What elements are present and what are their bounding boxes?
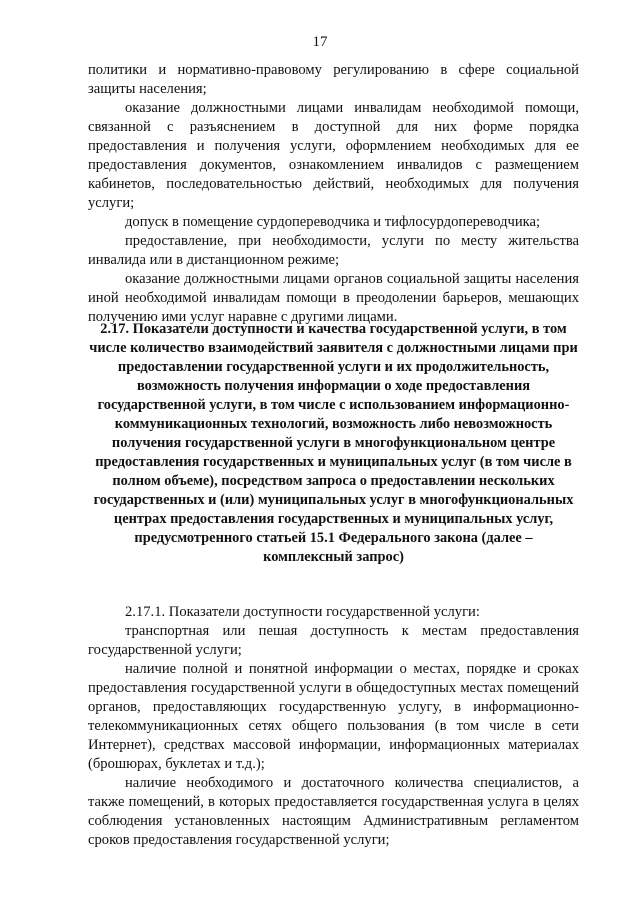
paragraph-sign-language: допуск в помещение сурдопереводчика и тифлосурдопереводчика; [125,214,541,230]
section-heading: 2.17. Показатели доступности и качества государственной услуги, в том числе количество взаимодействий заявителя с должностными лицами при предоставлении государственной услуги и их продолжительность, возможность получения информации о ходе предоставления государственной услуги, в том числе с использованием информационно-коммуникационных технологий, возможность либо невозможность получения государственной услуги в многофункциональном центре предоставления государственных и муниципальных услуг (в том числе в полном объеме), посредством запроса о предоставлении нескольких государственных и (или) муниципальных услуг в многофункциональных центрах предоставления государственных и муниципальных услуг, предусмотренного статьей 15.1 Федерального закона (далее – комплексный запрос) [89,321,578,565]
bottom-text-section [88,603,579,850]
top-text-section [88,61,579,327]
paragraph-specialists: наличие необходимого и достаточного количества специалистов, а также помещений, в которых предоставляется государственная услуга в целях соблюдения установленных настоящим Административным регламентом сроков предоставления государственной услуги; [88,775,579,848]
paragraph-other-help: оказание должностными лицами органов социальной защиты населения иной необходимой инвалидам помощи в преодолении барьеров, мешающих получению ими услуг наравне с другими лицами. [88,271,579,325]
paragraph-transport: транспортная или пешая доступность к местам предоставления государственной услуги; [88,623,579,658]
paragraph-remote-service: предоставление, при необходимости, услуги по месту жительства инвалида или в дистанционном режиме; [88,233,579,268]
paragraph-continuation: политики и нормативно-правовому регулированию в сфере социальной защиты населения; [88,62,579,97]
subsection-heading: 2.17.1. Показатели доступности государственной услуги: [125,604,480,620]
paragraph-assistance: оказание должностными лицами инвалидам необходимой помощи, связанной с разъяснением в доступной для них форме порядка предоставления и получения услуги, оформлением необходимых для ее предоставления документов, ознакомлением инвалидов с размещением кабинетов, последовательностью действий, необходимых для получения услуги; [88,100,579,211]
page-number: 17 [312,34,328,50]
paragraph-information: наличие полной и понятной информации о местах, порядке и сроках предоставления государственной услуги в общедоступных местах помещений органов, предоставляющих государственную услугу, в информационно-телекоммуникационных сетях общего пользования (в том числе в сети Интернет), средствах массовой информации, информационных материалах (брошюрах, буклетах и т.д.); [88,661,579,772]
